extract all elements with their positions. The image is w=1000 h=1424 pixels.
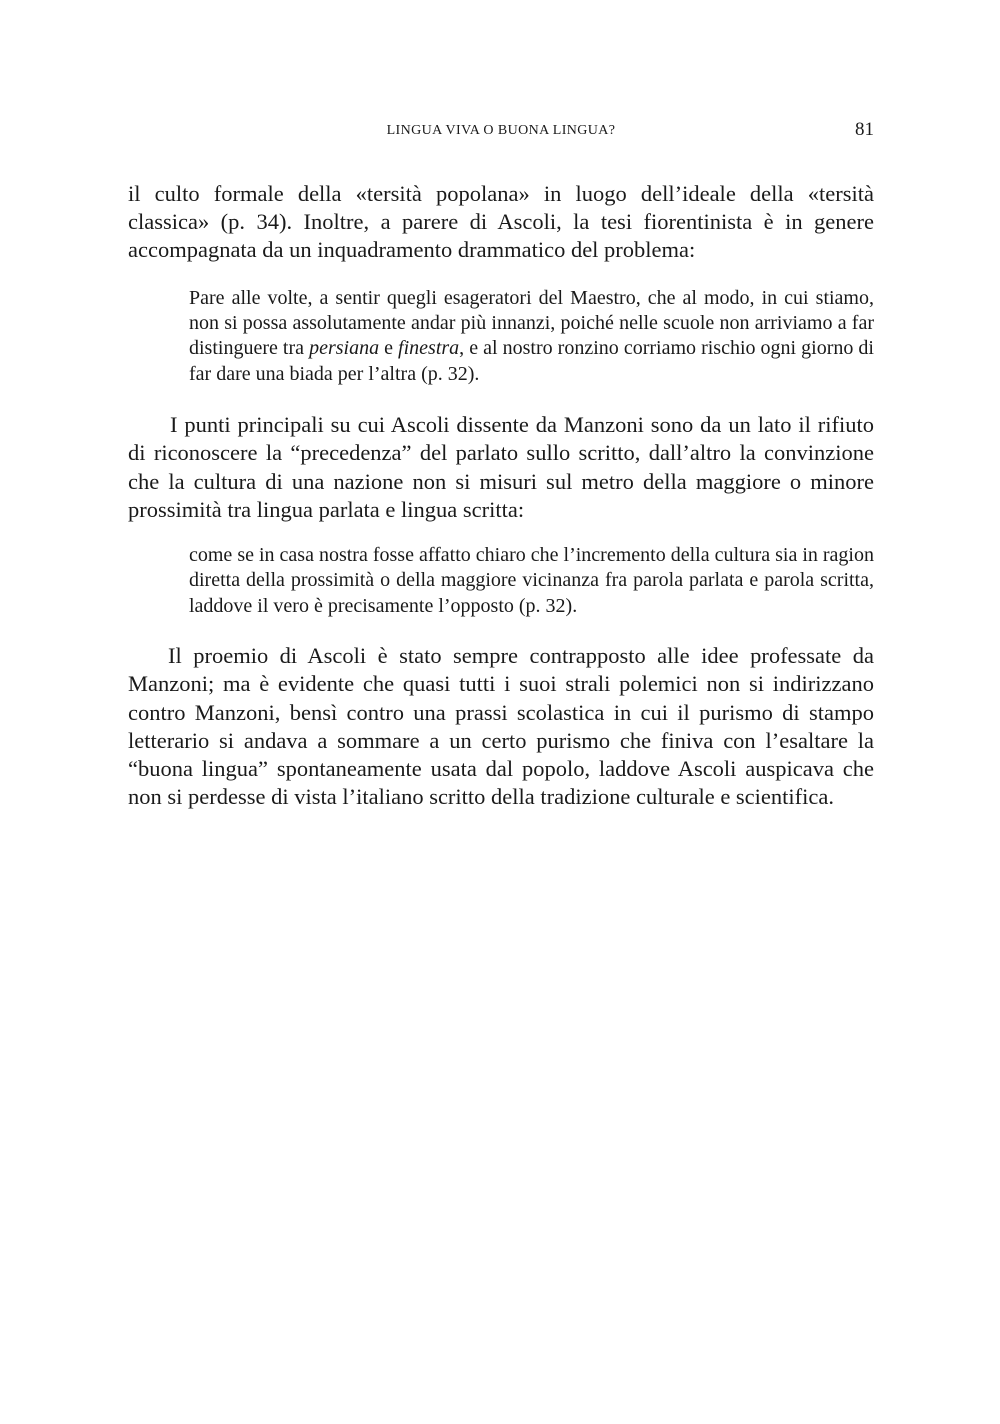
block-quote-1 xyxy=(189,286,874,388)
paragraph-2: I punti principali su cui Ascoli dissente da Manzoni sono da un lato il rifiuto di riconoscere la “precedenza” del parlato sullo scritto, dall’altro la convinzione che la cultura di una nazione non si misuri sul metro della maggiore o minore prossimità tra lingua parlata e lingua scritta: xyxy=(128,412,874,522)
quote-1-term-finestra: finestra xyxy=(398,337,460,360)
page-number: 81 xyxy=(855,119,874,140)
paragraph-3: Il proemio di Ascoli è stato sempre contrapposto alle idee professate da Manzoni; ma è evidente che quasi tutti i suoi strali polemici non si indirizzano contro Manzoni, bensì contro una prassi scolastica in cui il purismo di stampo letterario si andava a sommare a un certo purismo che finiva con l’esaltare la “buona lingua” spontaneamente usata dal popolo, laddove Ascoli auspicava che non si perdesse di vista l’italiano scritto della tradizione culturale e scientifica. xyxy=(128,643,874,810)
quote-1-text-before: Pare alle volte, a sentir quegli esageratori del Maestro, che al modo, in cui stiamo, non si possa assolutamente andar più innanzi, poiché nelle scuole non arriviamo a far distinguere tra xyxy=(189,286,874,360)
paragraph-1: il culto formale della «tersità popolana» in luogo dell’ideale della «tersità classica» (p. 34). Inoltre, a parere di Ascoli, la tesi fiorentinista è in genere accompagnata da un inquadramento drammatico del problema: xyxy=(128,181,874,263)
running-head xyxy=(128,119,874,143)
quote-1-text-after: , e al nostro ronzino corriamo rischio ogni giorno di far dare una biada per l’altra (p. 32). xyxy=(189,337,874,385)
running-title: LINGUA VIVA O BUONA LINGUA? xyxy=(386,123,616,138)
block-quote-2: come se in casa nostra fosse affatto chiaro che l’incremento della cultura sia in ragion diretta della prossimità o della maggiore vicinanza fra parola parlata e parola scritta, laddove il vero è precisamente l’opposto (p. 32). xyxy=(189,544,874,617)
quote-1-text-between: e xyxy=(379,337,399,360)
quote-1-term-persiana: persiana xyxy=(309,337,380,360)
body-text xyxy=(128,180,874,811)
